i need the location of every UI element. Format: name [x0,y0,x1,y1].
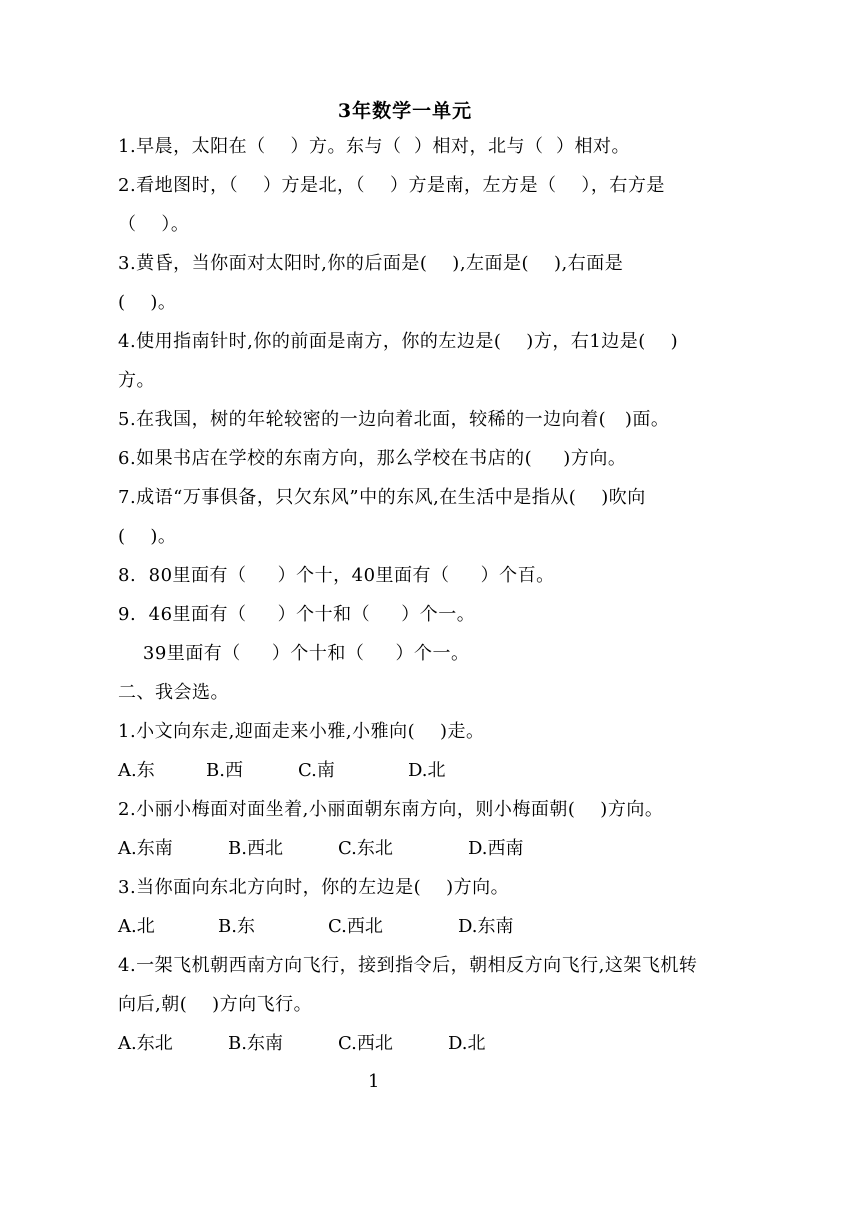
option-a: A.北 [118,916,155,937]
choice-question-stem: 2.小丽小梅面对面坐着,小丽面朝东南方向，则小梅面朝( )方向。 [118,799,664,820]
question-line: 8. 80里面有（ ）个十，40里面有（ ）个百。 [118,565,555,586]
option-b: B.东 [218,916,255,937]
choice-question-stem: 4.一架飞机朝西南方向飞行，接到指令后，朝相反方向飞行,这架飞机转 [118,955,698,976]
page-number: 1 [368,1071,380,1092]
question-line: 6.如果书店在学校的东南方向，那么学校在书店的( )方向。 [118,448,627,469]
question-line: 7.成语“万事俱备，只欠东风”中的东风,在生活中是指从( )吹向 [118,487,646,508]
option-b: B.西北 [228,838,283,859]
option-d: D.北 [448,1033,486,1054]
question-line: ( )。 [118,526,177,547]
page-title: 3年数学一单元 [337,100,473,122]
question-line: 4.使用指南针时,你的前面是南方，你的左边是( )方，右1边是( ) [118,331,679,352]
question-line: 9. 46里面有（ ）个十和（ ）个一。 [118,604,476,625]
choice-question-stem: 3.当你面向东北方向时，你的左边是( )方向。 [118,877,510,898]
option-c: C.西北 [338,1033,393,1054]
choice-question-stem-continued: 向后,朝( )方向飞行。 [118,994,313,1015]
option-c: C.东北 [338,838,393,859]
question-line: 方。 [118,370,155,391]
option-b: B.西 [206,760,243,781]
question-line: （ ）。 [118,214,190,235]
option-a: A.东北 [118,1033,173,1054]
option-d: D.西南 [468,838,524,859]
option-c: C.西北 [328,916,383,937]
question-line: 3.黄昏，当你面对太阳时,你的后面是( ),左面是( ),右面是 [118,253,624,274]
option-c: C.南 [298,760,335,781]
option-d: D.东南 [458,916,514,937]
question-line: 1.早晨，太阳在（ ）方。东与（ ）相对，北与（ ）相对。 [118,136,630,157]
option-b: B.东南 [228,1033,283,1054]
section-heading: 二、我会选。 [118,682,229,703]
option-a: A.东 [118,760,155,781]
question-line: 39里面有（ ）个十和（ ）个一。 [118,643,470,664]
question-line: 2.看地图时，（ ）方是北，（ ）方是南，左方是（ ），右方是 [118,175,665,196]
question-line: ( )。 [118,292,177,313]
option-a: A.东南 [118,838,173,859]
option-d: D.北 [408,760,446,781]
choice-question-stem: 1.小文向东走,迎面走来小雅,小雅向( )走。 [118,721,485,742]
question-line: 5.在我国，树的年轮较密的一边向着北面，较稀的一边向着( )面。 [118,409,670,430]
